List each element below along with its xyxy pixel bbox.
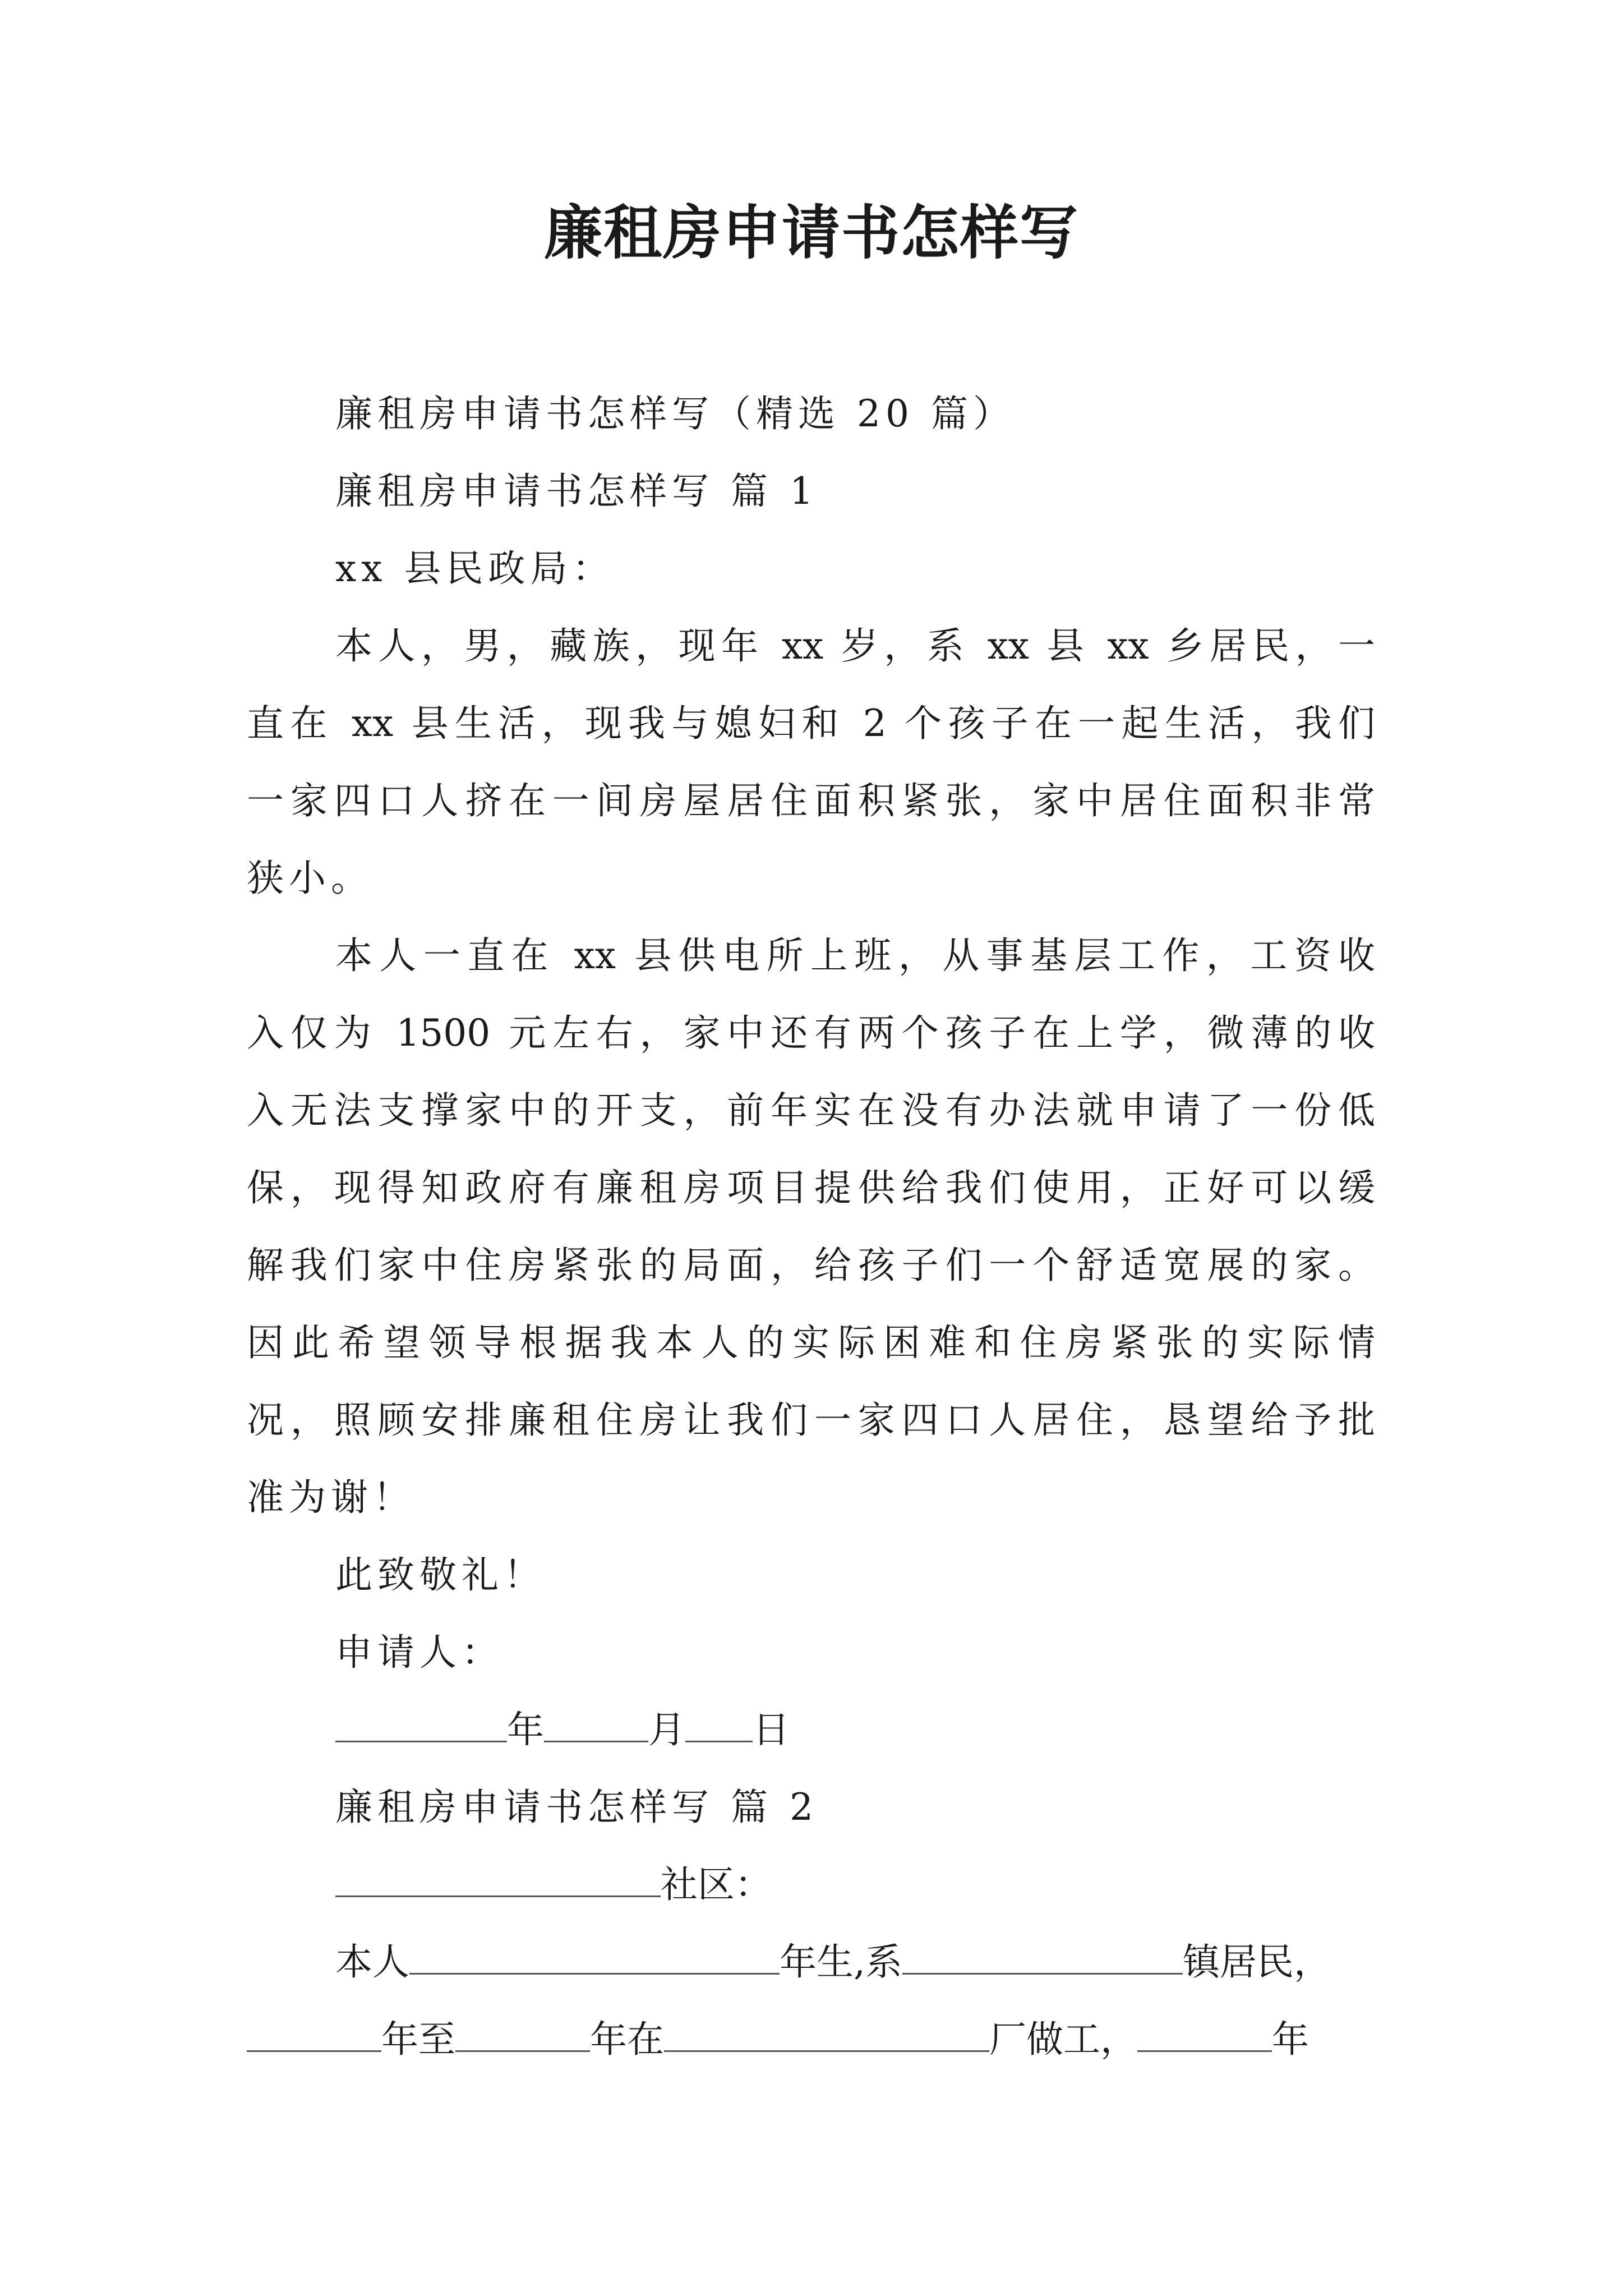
resident-text-3: 镇居民，	[1182, 1940, 1331, 1984]
town-blank	[902, 1939, 1183, 1975]
year-blank	[335, 1707, 507, 1742]
work-text-3: 厂做工，	[989, 2018, 1137, 2061]
body-line: 本人一直在 xx 县供电所上班，从事基层工作，工资收	[335, 934, 1375, 977]
document-title: 廉租房申请书怎样写	[543, 198, 1079, 267]
work-text-1: 年至	[381, 2018, 455, 2061]
next-year-blank	[1137, 2017, 1272, 2052]
subtitle-line: 廉租房申请书怎样写（精选 20 篇）	[335, 392, 1015, 435]
end-year-blank	[455, 2017, 590, 2052]
resident-text-2: 年生,系	[780, 1940, 902, 1984]
day-blank	[685, 1707, 753, 1742]
body-line: 入无法支撑家中的开支，前年实在没有办法就申请了一份低	[247, 1089, 1375, 1132]
body-line: 直在 xx 县生活，现我与媳妇和 2 个孩子在一起生活，我们	[247, 702, 1375, 745]
month-blank	[544, 1707, 648, 1742]
body-line: 保，现得知政府有廉租房项目提供给我们使用，正好可以缓	[247, 1166, 1375, 1209]
day-label: 日	[753, 1708, 790, 1751]
resident-line	[335, 1935, 1331, 1989]
community-blank	[335, 1862, 661, 1897]
closing-line: 此致敬礼！	[335, 1553, 546, 1596]
work-text-4: 年	[1272, 2018, 1309, 2061]
addressee-line: xx 县民政局：	[335, 547, 615, 590]
section-heading-1: 廉租房申请书怎样写 篇 1	[335, 470, 818, 513]
community-label: 社区：	[661, 1863, 772, 1906]
body-line: 准为谢！	[247, 1476, 415, 1519]
start-year-blank	[247, 2017, 381, 2052]
date-line	[335, 1703, 790, 1757]
section-heading-2: 廉租房申请书怎样写 篇 2	[335, 1786, 818, 1829]
body-line: 解我们家中住房紧张的局面，给孩子们一个舒适宽展的家。	[247, 1244, 1375, 1287]
body-line: 因此希望领导根据我本人的实际困难和住房紧张的实际情	[247, 1321, 1375, 1364]
month-label: 月	[648, 1708, 685, 1751]
body-line: 入仅为 1500 元左右，家中还有两个孩子在上学，微薄的收	[247, 1011, 1375, 1055]
body-line: 一家四口人挤在一间房屋居住面积紧张，家中居住面积非常	[247, 779, 1375, 822]
factory-blank	[664, 2017, 989, 2052]
year-label: 年	[507, 1708, 544, 1751]
body-line: 本人，男，藏族，现年 xx 岁，系 xx 县 xx 乡居民，一	[335, 624, 1375, 668]
community-line	[335, 1858, 772, 1912]
work-text-2: 年在	[590, 2018, 664, 2061]
body-line: 况，照顾安排廉租住房让我们一家四口人居住，恳望给予批	[247, 1398, 1375, 1442]
body-line: 狭小。	[247, 857, 373, 900]
resident-text-1: 本人	[335, 1940, 409, 1984]
birth-year-blank	[409, 1939, 780, 1975]
work-line	[247, 2013, 1309, 2067]
signature-label: 申请人：	[335, 1631, 504, 1674]
